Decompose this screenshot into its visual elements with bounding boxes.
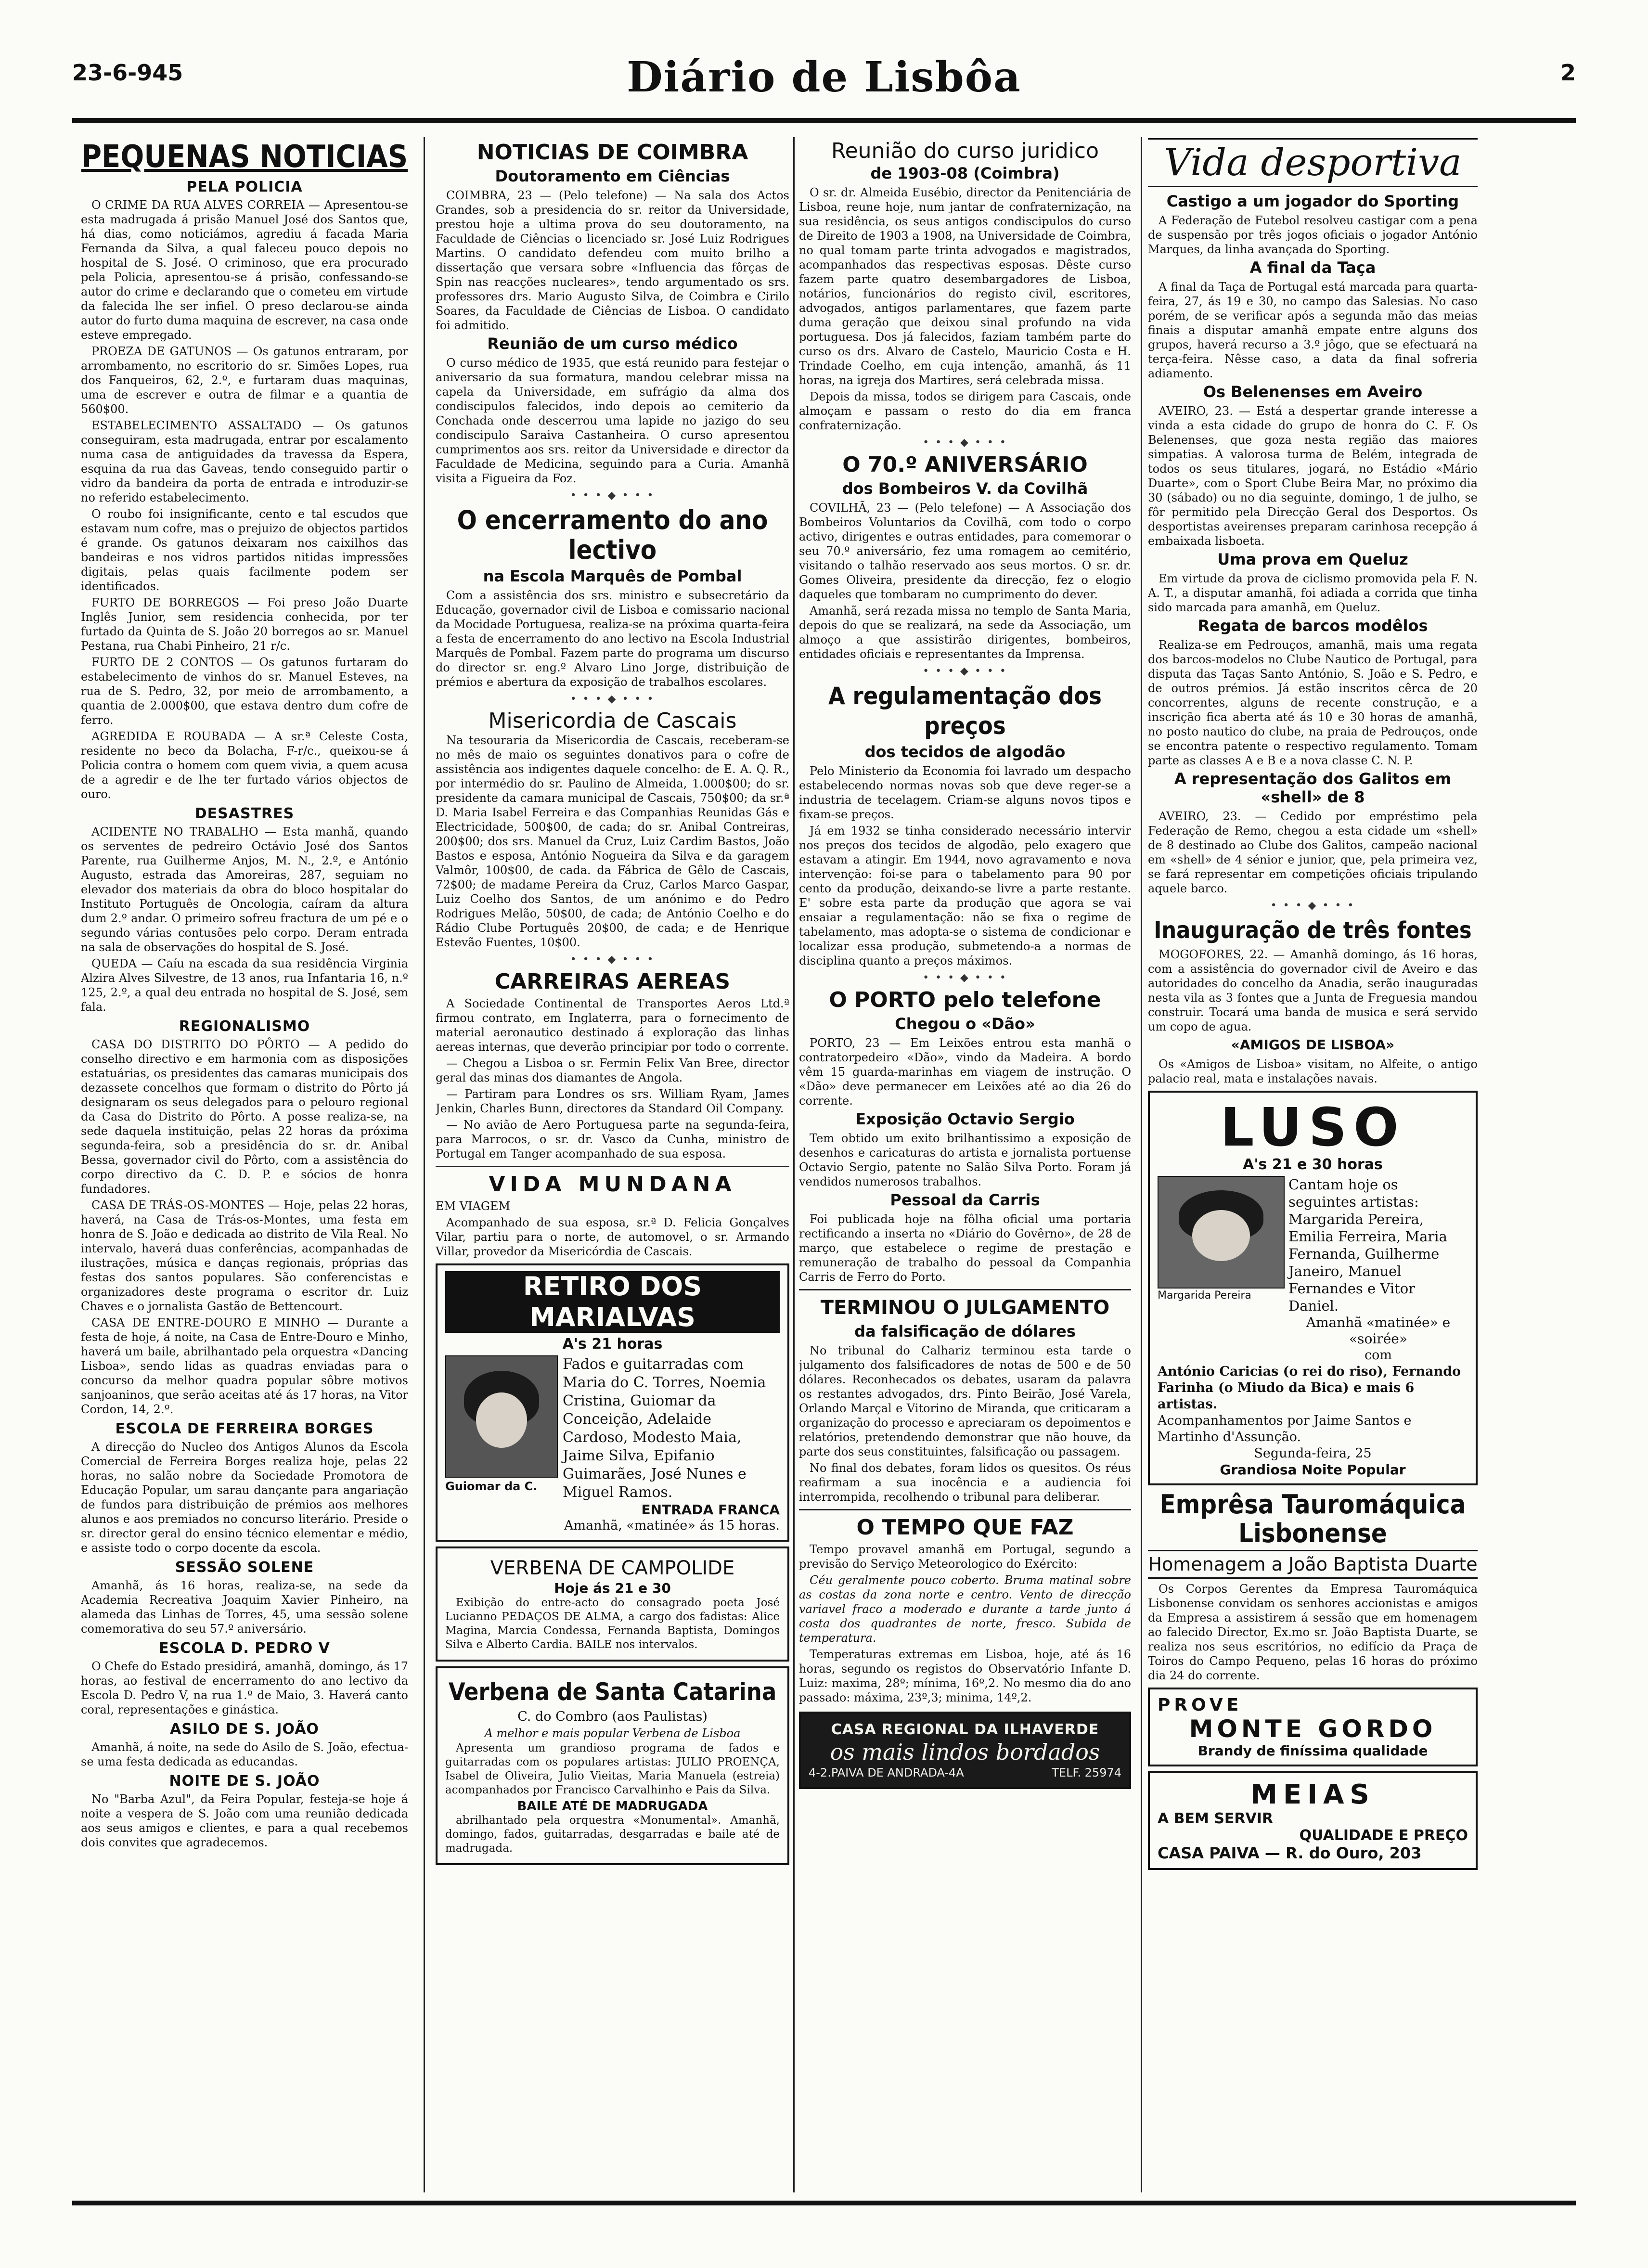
article-subtitle: «AMIGOS DE LISBOA» — [1231, 1037, 1395, 1053]
article-paragraph: O sr. dr. Almeida Eusébio, director da Penitenciária de Lisboa, reune hoje, num jantar de confraternização, na sua residência, os seus antigos condiscipulos do curso de Direito de 1903 a 1908, na Universidade de Coimbra, no qual tomam parte trinta advogados e magistrados, acompanhados das respectivas esposas. Dêste curso fazem parte quatro desembargadores de Lisboa, notários, funcionários do registo civil, escritores, advogados, antigos parlamentares, que fazem parte duma geração que deixou sinal profundo na vida portuguesa. Dos já falecidos, faziam também parte do curso os drs. Alvaro de Castelo, Mauricio Costa e H. Trindade Coelho, em cuja intenção, amanhã, ás 11 horas, na igreja dos Martires, será celebrada missa. — [799, 186, 1131, 387]
ad-title: VERBENA DE CAMPOLIDE — [490, 1557, 735, 1579]
ad-entry: ENTRADA FRANCA — [641, 1502, 780, 1518]
subsection-heading: SESSÃO SOLENE — [175, 1559, 314, 1576]
ad-phone: TELF. 25974 — [1052, 1766, 1121, 1779]
article-paragraph: O CRIME DA RUA ALVES CORREIA — Apresentou-se esta madrugada á prisão Manuel José dos Santos que, há dias, como noticiámos, agrediu á facada Maria Fernanda da Silva, a qual faleceu pouco depois no hospital de S. José. O criminoso, que era procurado pela Policia, apresentou-se á prisão, confessando-se autor do crime e declarando que o cometeu em virtude da falecida lhe ser infiel. O preso declarou-se ainda autor do furto duma maquina de escrever, na casa onde esteve empregado. — [81, 198, 408, 342]
article-paragraph: No tribunal do Calhariz terminou esta tarde o julgamento dos falsificadores de notas de 500 e de 50 dólares. Reconhecados os debates, usaram da palavra os restantes advogados, drs. Pinto Beirão, José Varela, Orlando Marçal e Vitorino de Miranda, que criticaram a organização do processo e apreciaram os depoimentos e relatórios, pretendendo demonstrar que não houve, da parte dos seus constituintes, falsificação ou passagem. — [799, 1344, 1131, 1458]
article-paragraph: O curso médico de 1935, que está reunido para festejar o aniversario da sua formatura, mandou celebrar missa na capela da Universidade, em sufrágio da alma dos condiscipulos falecidos, indo depois ao cemiterio da Conchada onde descerrou uma lapide no jazigo do seu condiscipulo Saraiva Castanheira. O curso apresentou cumprimentos aos srs. reitor da Universidade e director da Faculdade de Medicina, seguindo para a Curia. Amanhã visita a Figueira da Foz. — [436, 356, 789, 485]
ad-luso — [1148, 1091, 1478, 1485]
separator-ornament: • • • ◆ • • • — [1270, 900, 1355, 912]
article-paragraph: Foi publicada hoje na fôlha oficial uma portaria rectificando a inserta no «Diário do Govêrno», de 28 de março, que estabelece o regime de prestação e remuneração de trabalho do pessoal da Companhia Carris de Ferro do Porto. — [799, 1212, 1131, 1284]
ad-acompanhamentos: Acompanhamentos por Jaime Santos e Martinho d'Assunção. — [1158, 1413, 1412, 1444]
ad-text: António Caricias (o rei do riso), Fernando Farinha (o Miudo da Bica) e mais 6 artistas. — [1158, 1364, 1461, 1412]
ad-time: A's 21 e 30 horas — [1243, 1156, 1383, 1173]
article-paragraph: FURTO DE BORREGOS — Foi preso João Duarte Inglês Junior, sem residencia conhecida, por ter furtado da Quinta de S. João 20 borregos ao sr. Manuel Pestana, rua Chabi Pinheiro, 21 r/c. — [81, 596, 408, 653]
article-title: Reunião do curso juridico — [831, 139, 1099, 163]
subsection-heading: ESCOLA DE FERREIRA BORGES — [115, 1420, 374, 1437]
article-paragraph: ESTABELECIMENTO ASSALTADO — Os gatunos conseguiram, esta madrugada, entrar por escalamento numa casa de antiguidades da travessa da Espera, esquina da rua das Gaveas, tendo conseguido partir o vidro da bandeira da porta de entrada e introduzir-se no referido estabelecimento. — [81, 419, 408, 504]
singer-photo — [445, 1355, 558, 1478]
ad-slogan: A melhor e mais popular Verbena de Lisboa — [484, 1727, 741, 1740]
article-subtitle: na Escola Marquês de Pombal — [483, 567, 742, 585]
divider — [436, 1166, 789, 1167]
ad-address: 4-2.PAIVA DE ANDRADA-4A — [809, 1766, 964, 1779]
ad-text: Fados e guitarradas com Maria do C. Torres, Noemia Cristina, Guiomar da Conceição, Adelaide Cardoso, Modesto Maia, Jaime Silva, Epifanio Guimarães, José Nunes e Miguel Ramos. — [563, 1356, 766, 1501]
article-paragraph: Céu geralmente pouco coberto. Bruma matinal sobre as costas da zona norte e centro. Vento de direcção variavel fraco a moderado e durante a tarde junto á costa dos quadrantes de norte, fresco. Subida de temperatura. — [799, 1573, 1131, 1645]
article-paragraph: CASA DO DISTRITO DO PÔRTO — A pedido do conselho directivo e em harmonia com as disposições estatuárias, os presidentes das camaras municipais dos dezassete concelhos que formam o distrito do Pôrto já designaram os seus delegados para o pelouro regional da Casa do Distrito do Pôrto. A posse realiza-se, na sede daquela instituição, pelas 22 horas da próxima segunda-feira, sob a presidência do sr. dr. Anibal Bessa, governador civil do Pôrto, com a assistência do corpo directivo da C. D. P. e sócios de honra fundadores. — [81, 1038, 408, 1196]
article-paragraph: Tempo provavel amanhã em Portugal, segundo a previsão do Serviço Meteorologico do Exército: — [799, 1543, 1131, 1571]
article-title: Inauguração de três fontes — [1154, 917, 1472, 944]
ad-subtitle: Homenagem a João Baptista Duarte — [1148, 1550, 1478, 1579]
article-title: O PORTO pelo telefone — [829, 988, 1101, 1012]
column-pequenas-noticias — [81, 137, 408, 2192]
article-paragraph: Tem obtido um exito brilhantissimo a exposição de desenhos e caricaturas do artista e jornalista portuense Octavio Sergio, patente no Salão Silva Porto. Foram já vendidos numerosos trabalhos. — [799, 1132, 1131, 1188]
divider — [799, 1509, 1131, 1510]
newspaper-title: Diário de Lisbôa — [627, 53, 1021, 102]
subsection-heading: DESASTRES — [194, 805, 295, 822]
article-subtitle: EM VIAGEM — [436, 1199, 511, 1213]
article-paragraph: Já em 1932 se tinha considerado necessário intervir nos preços dos tecidos de algodão, pelo exagero que estavam a atingir. Em 1944, novo agravamento e nova intervenção: foi-se para o tabelamento para 90 por cento da produção, deixando-se livre a parte restante. E' sobre esta parte da produção que agora se vai ensaiar a regulamentação: não se fixa o regime de tabelamento, mas adopta-se o sistema de condicionar e localizar essa produção, submetendo-a a normas de disciplina quanto a preços máximos. — [799, 824, 1131, 967]
article-paragraph: MOGOFORES, 22. — Amanhã domingo, ás 16 horas, com a assistência do governador civil de Aveiro e das autoridades do concelho da Anadia, serão inauguradas nesta vila as 3 fontes que a Junta de Freguesia mandou construir. Tocará uma banda de musica e será servido um copo de agua. — [1148, 948, 1478, 1033]
article-paragraph: CASA DE TRÁS-OS-MONTES — Hoje, pelas 22 horas, haverá, na Casa de Trás-os-Montes, uma festa em honra de S. João e dedicada ao distrito de Vila Real. No intervalo, haverá duas conferências, acompanhadas de ilustrações, música e danças regionais, próprias das festas dos santos populares. São conferencistas e organizadores deste programa o escritor dr. Luiz Chaves e o jornalista Gastão de Bettencourt. — [81, 1198, 408, 1313]
column-divider — [1141, 137, 1142, 2192]
ad-title: Emprêsa Tauromáquica Lisbonense — [1159, 1489, 1466, 1548]
article-paragraph: QUEDA — Caíu na escada da sua residência Virginia Alzira Alves Silvestre, de 13 anos, rua Infantaria 16, n.º 125, 2.º, a qual deu entrada no hospital de S. José, sem fala. — [81, 957, 408, 1014]
article-subtitle: Exposição Octavio Sergio — [855, 1110, 1075, 1128]
article-subtitle: Regata de barcos modêlos — [1197, 617, 1428, 635]
ad-line: QUALIDADE E PREÇO — [1299, 1827, 1468, 1844]
article-paragraph: Em virtude da prova de ciclismo promovida pela F. N. A. T., a disputar amanhã, foi adiada a corrida que tinha sido marcada para amanhã, em Queluz. — [1148, 572, 1478, 614]
ad-amanha: Amanhã «matinée» e «soirée» — [1306, 1314, 1451, 1347]
subsection-heading: ASILO DE S. JOÃO — [170, 1721, 319, 1738]
article-subtitle: da falsificação de dólares — [854, 1322, 1076, 1340]
article-paragraph: Amanhã, será rezada missa no templo de Santa Maria, depois do que se realizará, na sede da Associação, um almoço a que assistirão dirigentes, bombeiros, entidades oficiais e representantes da Imprensa. — [799, 604, 1131, 661]
subsection-heading: PELA POLICIA — [186, 179, 303, 195]
masthead — [72, 53, 1576, 106]
article-subtitle: A representação dos Galitos em «shell» de 8 — [1174, 770, 1452, 806]
article-title: VIDA MUNDANA — [489, 1172, 736, 1197]
ad-baile: BAILE ATÉ DE MADRUGADA — [517, 1799, 708, 1814]
ad-title: RETIRO DOS MARIALVAS — [445, 1271, 780, 1333]
ad-retiro-dos-marialvas — [436, 1263, 789, 1542]
ad-title: MONTE GORDO — [1189, 1715, 1437, 1743]
top-rule — [72, 118, 1576, 123]
article-paragraph: No "Barba Azul", da Feira Popular, festeja-se hoje á noite a vespera de S. João com uma reunião dedicada aos seus amigos e clientes, e para a qual recebemos dois convites que agradecemos. — [81, 1792, 408, 1849]
article-paragraph: Depois da missa, todos se dirigem para Cascais, onde almoçam e passam o resto do dia em franca confraternização. — [799, 390, 1131, 432]
ad-time: Hoje ás 21 e 30 — [554, 1580, 671, 1596]
ad-text: Os Corpos Gerentes da Empresa Tauromáquica Lisbonense convidam os senhores accionistas e amigos da Empresa a assistirem á sessão que em homenagem ao falecido Director, Ex.mo sr. João Baptista Duarte, se realiza nos seus escritórios, no edifício da Praça de Toiros do Campo Pequeno, pelas 16 horas do próximo dia 24 do corrente. — [1148, 1582, 1478, 1682]
ad-slogan: os mais lindos bordados — [830, 1739, 1100, 1765]
ad-text: Apresenta um grandioso programa de fados e guitarradas com os populares artistas: JULIO PROENÇA, Isabel de Oliveira, Julio Vieitas, Maria Manuela (estreia) acompanhados por Francisco Carvalhinho e Pais da Silva. — [445, 1742, 780, 1796]
article-paragraph: — No avião de Aero Portuguesa parte na segunda-feira, para Marrocos, o sr. dr. Vasco da Cunha, ministro de Portugal em Tanger acompanhado de sua esposa. — [436, 1118, 789, 1160]
article-paragraph: Temperaturas extremas em Lisboa, hoje, até ás 16 horas, segundo os registos do Observatório Infante D. Luiz: maxima, 28º; mínima, 16º,2. No mesmo dia do ano passado: máxima, 23º,3; minima, 14º,2. — [799, 1648, 1131, 1704]
ad-line: A BEM SERVIR — [1158, 1810, 1273, 1827]
article-title: O 70.º ANIVERSÁRIO — [842, 452, 1088, 477]
ad-time: A's 21 horas — [562, 1336, 663, 1353]
photo-caption: Guiomar da C. — [445, 1480, 538, 1493]
article-subtitle: A final da Taça — [1249, 258, 1376, 277]
article-paragraph: Na tesouraria da Misericordia de Cascais, receberam-se no mês de maio os seguintes donativos para o cofre de assistência aos indigentes daquele concelho: de E. A. Q. R., por intermédio do sr. Paulino de Almeida, 1.000$00; do sr. presidente da camara municipal de Cascais, 750$00; da sr.ª D. Maria Isabel Ferreira e das Companhias Reunidas Gás e Electricidade, 500$00, de cada; do sr. Anibal Contreiras, 200$00; dos srs. Manuel da Cruz, Luiz Cardim Bastos, João Bastos e esposa, António Nogueira da Silva e da garagem Valmôr, 100$00, de cada. da Fábrica de Gêlo de Cascais, 72$00; de madame Pereira da Cruz, Carlos Marco Gaspar, Luiz Coelho dos Santos, de um anónimo e do Pedro Rodrigues Melão, 50$00, de cada; de António Coelho e do Rádio Clube Português 20$00, de cada; e de Henrique Estevão Fuentes, 10$00. — [436, 734, 789, 949]
article-subtitle: dos Bombeiros V. da Covilhã — [842, 479, 1088, 498]
article-paragraph: O Chefe do Estado presidirá, amanhã, domingo, ás 17 horas, ao festival de encerramento do ano lectivo da Escola D. Pedro V, na rua 1.º de Maio, 3. Haverá canto coral, representações e ginástica. — [81, 1660, 408, 1716]
article-paragraph: PORTO, 23 — Em Leixões entrou esta manhã o contratorpedeiro «Dão», vindo da Madeira. A bordo vêm 15 guarda-marinhas em viagem de instrução. O «Dão» deve permanecer em Leixões até ao dia 26 do corrente. — [799, 1036, 1131, 1108]
article-title: CARREIRAS AEREAS — [494, 969, 731, 994]
article-paragraph: Realiza-se em Pedrouços, amanhã, mais uma regata dos barcos-modelos no Clube Nautico de Portugal, para disputa das Taças Santo António, S. João e S. Pedro, e de outros prémios. Já estão inscritos cêrca de 20 concorrentes, alguns de recente construção, e a inscrição fica aberta até ás 10 e 30 horas de amanhã, no posto nautico do clube, na praia de Pedrouços, onde se encontra patente o respectivo regulamento. Tomam parte as classes A e B e a nova classe C. N. P. — [1148, 638, 1478, 767]
ad-title: CASA REGIONAL DA ILHAVERDE — [831, 1721, 1099, 1738]
article-subtitle: Reunião de um curso médico — [487, 335, 738, 353]
article-paragraph: Com a assistência dos srs. ministro e subsecretário da Educação, governador civil de Lisboa e comissario nacional da Mocidade Portuguesa, realiza-se na próxima quarta-feira a festa de encerramento do ano lectivo na Escola Industrial Marquês de Pombal. Fazem parte do programa um discurso do director sr. eng.º Alvaro Lino Jorge, distribuição de prémios e abertura da exposição de trabalhos escolares. — [436, 589, 789, 689]
section-title: PEQUENAS NOTICIAS — [81, 139, 408, 175]
column-reuniao — [799, 137, 1131, 2192]
article-paragraph: A direcção do Nucleo dos Antigos Alunos da Escola Comercial de Ferreira Borges realiza hoje, pelas 22 horas, no salão nobre da Sociedade Promotora de Educação Popular, um sarau dançante para angariação de fundos para distribuição de prémios aos melhores alunos e aos premiados no concurso literário. Preside o sr. director geral do ensino técnico elementar e médio, e assiste todo o corpo docente da escola. — [81, 1440, 408, 1555]
column-divider — [793, 137, 795, 2192]
article-paragraph: — Chegou a Lisboa o sr. Fermin Felix Van Bree, director geral das minas dos diamantes de Angola. — [436, 1057, 789, 1084]
article-title: TERMINOU O JULGAMENTO — [820, 1297, 1110, 1319]
article-paragraph: Acompanhado de sua esposa, sr.ª D. Felicia Gonçalves Vilar, partiu para o norte, de automovel, o sr. Armando Villar, provedor da Misericórdia de Cascais. — [436, 1216, 789, 1258]
ad-address: CASA PAIVA — R. do Ouro, 203 — [1158, 1844, 1422, 1862]
column-vida-desportiva — [1148, 137, 1478, 2192]
ad-text: Cantam hoje os seguintes artistas: Margarida Pereira, Emilia Ferreira, Maria Fernanda, Guilherme Janeiro, Manuel Fernandes e Vitor Daniel. — [1288, 1176, 1447, 1314]
ad-meias-casa-paiva — [1148, 1771, 1478, 1870]
photo-caption: Margarida Pereira — [1158, 1289, 1251, 1302]
article-title: NOTICIAS DE COIMBRA — [476, 140, 748, 165]
subsection-heading: REGIONALISMO — [179, 1018, 310, 1035]
article-paragraph: Os «Amigos de Lisboa» visitam, no Alfeite, o antigo palacio real, mata e instalações navais. — [1148, 1057, 1478, 1085]
article-subtitle: Pessoal da Carris — [890, 1191, 1040, 1209]
ad-title: Verbena de Santa Catarina — [448, 1678, 777, 1706]
article-title: O TEMPO QUE FAZ — [856, 1515, 1074, 1540]
article-paragraph: FURTO DE 2 CONTOS — Os gatunos furtaram do estabelecimento de vinhos do sr. Manuel Esteves, na rua de S. Pedro, 32, por meio de arrombamento, a quantia de 2.000$00, que estava dentro dum cofre de ferro. — [81, 656, 408, 727]
article-paragraph: — Partiram para Londres os srs. William Ryam, James Jenkin, Charles Bunn, directores da Standard Oil Company. — [436, 1087, 789, 1115]
article-paragraph: Pelo Ministerio da Economia foi lavrado um despacho estabelecendo normas novas sob que deve reger-se a industria de tecelagem. Criam-se alguns novos tipos e fixam-se preços. — [799, 764, 1131, 821]
ad-verbena-campolide — [436, 1546, 789, 1662]
bottom-rule — [72, 2201, 1576, 2205]
subsection-heading: NOITE DE S. JOÃO — [169, 1773, 320, 1790]
separator-ornament: • • • ◆ • • • — [923, 665, 1007, 677]
subsection-heading: ESCOLA D. PEDRO V — [159, 1640, 330, 1657]
article-paragraph: O roubo foi insignificante, cento e tal escudos que estavam num cofre, mas o prejuizo de objectos partidos é grande. Os gatunos deixaram nos caixilhos das bandeiras e nos vidros partidos nitidas impressões digitais, pelas quais facilmente podem ser identificados. — [81, 507, 408, 593]
article-paragraph: COIMBRA, 23 — (Pelo telefone) — Na sala dos Actos Grandes, sob a presidencia do sr. reitor da Universidade, prestou hoje a ultima prova do seu doutoramento, na Faculdade de Ciências o licenciado sr. José Luiz Rodrigues Martins. O candidato defendeu com muito brilho a dissertação que versara sobre «Influencia das fôrças de Spin nas reacções nucleares», tendo argumentado os srs. professores drs. Mario Augusto Silva, de Coimbra e Cirilo Soares, da Faculdade de Ciências de Lisboa. O candidato foi admitido. — [436, 189, 789, 332]
ad-empresa-tauromaquica — [1148, 1490, 1478, 1683]
ad-line: Brandy de finíssima qualidade — [1197, 1743, 1428, 1759]
article-paragraph: AVEIRO, 23. — Está a despertar grande interesse a vinda a esta cidade do grupo de honra do C. F. Os Belenenses, que goza nesta região das maiores simpatias. A valorosa turma de Belém, integrada de todos os seus titulares, jogará, no Estádio «Mário Duarte», com o Sport Clube Beira Mar, no próximo dia 30 (sábado) ou no dia seguinte, domingo, 1 de julho, se fôr permitido pela Direcção Geral dos Desportos. Os desportistas aveirenses preparam carinhosa recepção á embaixada lisboeta. — [1148, 404, 1478, 548]
article-paragraph: Amanhã, á noite, na sede do Asilo de S. João, efectua-se uma festa dedicada as educandas. — [81, 1740, 408, 1768]
article-paragraph: CASA DE ENTRE-DOURO E MINHO — Durante a festa de hoje, á noite, na Casa de Entre-Douro e Minho, haverá um baile, abrilhantado pela orquestra «Dancing Lisboa», sendo lidas as quadras enviadas para o concurso da melhor quadra popular sôbre motivos sanjoaninos, que serão aceitas até ás 17 horas, na Vitor Cordon, 14, 2.º. — [81, 1316, 408, 1416]
separator-ornament: • • • ◆ • • • — [923, 437, 1007, 449]
article-subtitle: Uma prova em Queluz — [1217, 550, 1408, 568]
ad-matinee: Amanhã, «matinée» ás 15 horas. — [564, 1518, 780, 1533]
divider — [799, 1289, 1131, 1290]
article-subtitle: Chegou o «Dão» — [895, 1015, 1035, 1033]
article-title: O encerramento do ano lectivo — [457, 505, 768, 565]
article-paragraph: AGREDIDA E ROUBADA — A sr.ª Celeste Costa, residente no beco da Bolacha, F-r/c., queixou-se á Policia contra o homem com quem vivia, a quem acusa de a agredir e de lhe ter furtado vários objectos de ouro. — [81, 730, 408, 801]
article-subtitle: dos tecidos de algodão — [864, 743, 1066, 761]
ad-com: com — [1365, 1348, 1392, 1363]
singer-photo — [1158, 1176, 1285, 1289]
ad-line: PROVE — [1158, 1695, 1243, 1715]
separator-ornament: • • • ◆ • • • — [570, 490, 655, 502]
ad-verbena-santa-catarina — [436, 1666, 789, 1865]
article-paragraph: PROEZA DE GATUNOS — Os gatunos entraram, por arrombamento, no escritorio do sr. Simões Lopes, rua dos Fanqueiros, 62, 2.º, e furtaram duas maquinas, uma de escrever e outra de filmar e a quantia de 560$00. — [81, 345, 408, 416]
separator-ornament: • • • ◆ • • • — [570, 693, 655, 705]
ad-text: Exibição do entre-acto do consagrado poeta José Lucianno PEDAÇOS DE ALMA, a cargo dos fadistas: Alice Magina, Marcia Condessa, Fernanda Baptista, Domingos Silva e Alberto Cardia. BAILE nos intervalos. — [445, 1597, 780, 1651]
article-subtitle: de 1903-08 (Coimbra) — [870, 164, 1060, 182]
article-paragraph: A Sociedade Continental de Transportes Aeros Ltd.ª firmou contrato, em Inglaterra, para o fornecimento de material aeronautico destinado á exploração das linhas aereas internas, que deverão principiar por todo o corrente. — [436, 997, 789, 1054]
article-paragraph: COVILHÃ, 23 — (Pelo telefone) — A Associação dos Bombeiros Voluntarios da Covilhã, com todo o corpo activo, dirigentes e outras entidades, para comemorar o seu 70.º aniversário, fez uma romagem ao cemitério, visitando o talhão reservado aos seus mortos. O sr. dr. Gomes Oliveira, presidente da direcção, fez o elogio daqueles que tombaram no cumprimento do dever. — [799, 501, 1131, 601]
ad-subtitle: C. do Combro (aos Paulistas) — [517, 1709, 708, 1724]
article-subtitle: Doutoramento em Ciências — [495, 167, 730, 185]
ad-title: LUSO — [1220, 1096, 1405, 1158]
page-number: 2 — [1560, 60, 1576, 86]
column-divider — [424, 137, 425, 2192]
section-title: Vida desportiva — [1148, 138, 1478, 187]
separator-ornament: • • • ◆ • • • — [923, 972, 1007, 984]
ad-title: MEIAS — [1250, 1779, 1375, 1810]
article-paragraph: A Federação de Futebol resolveu castigar com a pena de suspensão por três jogos oficiais o jogador António Marques, da linha avançada do Sporting. — [1148, 214, 1478, 256]
article-paragraph: A final da Taça de Portugal está marcada para quarta-feira, 27, ás 19 e 30, no campo das Salesias. No caso porém, de se verificar após a segunda mão das meias finais a disputar amanhã empate entre alguns dos grupos, haverá recurso a 3.º jôgo, que se efectuará na terça-feira. Nêsse caso, a data da final sofreria adiamento. — [1148, 280, 1478, 380]
issue-date: 23-6-945 — [72, 60, 183, 86]
article-paragraph: Amanhã, ás 16 horas, realiza-se, na sede da Academia Recreativa Joaquim Xavier Pinheiro, na alameda das Linhas de Torres, 45, uma sessão solene comemorativa do seu 57.º aniversário. — [81, 1579, 408, 1636]
separator-ornament: • • • ◆ • • • — [570, 954, 655, 966]
ad-date: Segunda-feira, 25 — [1254, 1446, 1372, 1461]
ad-event: Grandiosa Noite Popular — [1220, 1462, 1406, 1478]
ad-monte-gordo — [1148, 1688, 1478, 1766]
column-coimbra — [436, 137, 789, 2192]
article-paragraph: ACIDENTE NO TRABALHO — Esta manhã, quando os serventes de pedreiro Octávio José dos Santos Parente, rua Guilherme Anjos, M. N., 2.º, e António Augusto, estrada das Amoreiras, 287, seguiam no elevador dos materiais da obra do bloco hospitalar do Instituto Português de Oncologia, caíram da altura dum 2.º andar. O primeiro sofreu fractura de um pé e o segundo várias contusões pelo corpo. Deram entrada na sala de observações do hospital de S. José. — [81, 825, 408, 954]
article-paragraph: AVEIRO, 23. — Cedido por empréstimo pela Federação de Remo, chegou a esta cidade um «shell» de 8 destinado ao Clube dos Galitos, campeão nacional em «shell» de 4 sénior e junior, que, pela primeira vez, se fará representar em competições oficiais tripulando aquele barco. — [1148, 810, 1478, 895]
article-subtitle: Castigo a um jogador do Sporting — [1166, 192, 1459, 210]
ad-casa-regional-ilhaverde — [799, 1712, 1131, 1789]
ad-text: abrilhantado pela orquestra «Monumental». Amanhã, domingo, fados, guitarradas, desgarradas e baile até de madrugada. — [445, 1814, 780, 1855]
article-title: A regulamentação dos preços — [828, 682, 1102, 740]
article-title: Misericordia de Cascais — [488, 709, 737, 733]
article-subtitle: Os Belenenses em Aveiro — [1203, 383, 1423, 401]
article-paragraph: No final dos debates, foram lidos os quesitos. Os réus reafirmam a sua inocência e a audiencia foi interrompida, recolhendo o tribunal para deliberar. — [799, 1461, 1131, 1504]
